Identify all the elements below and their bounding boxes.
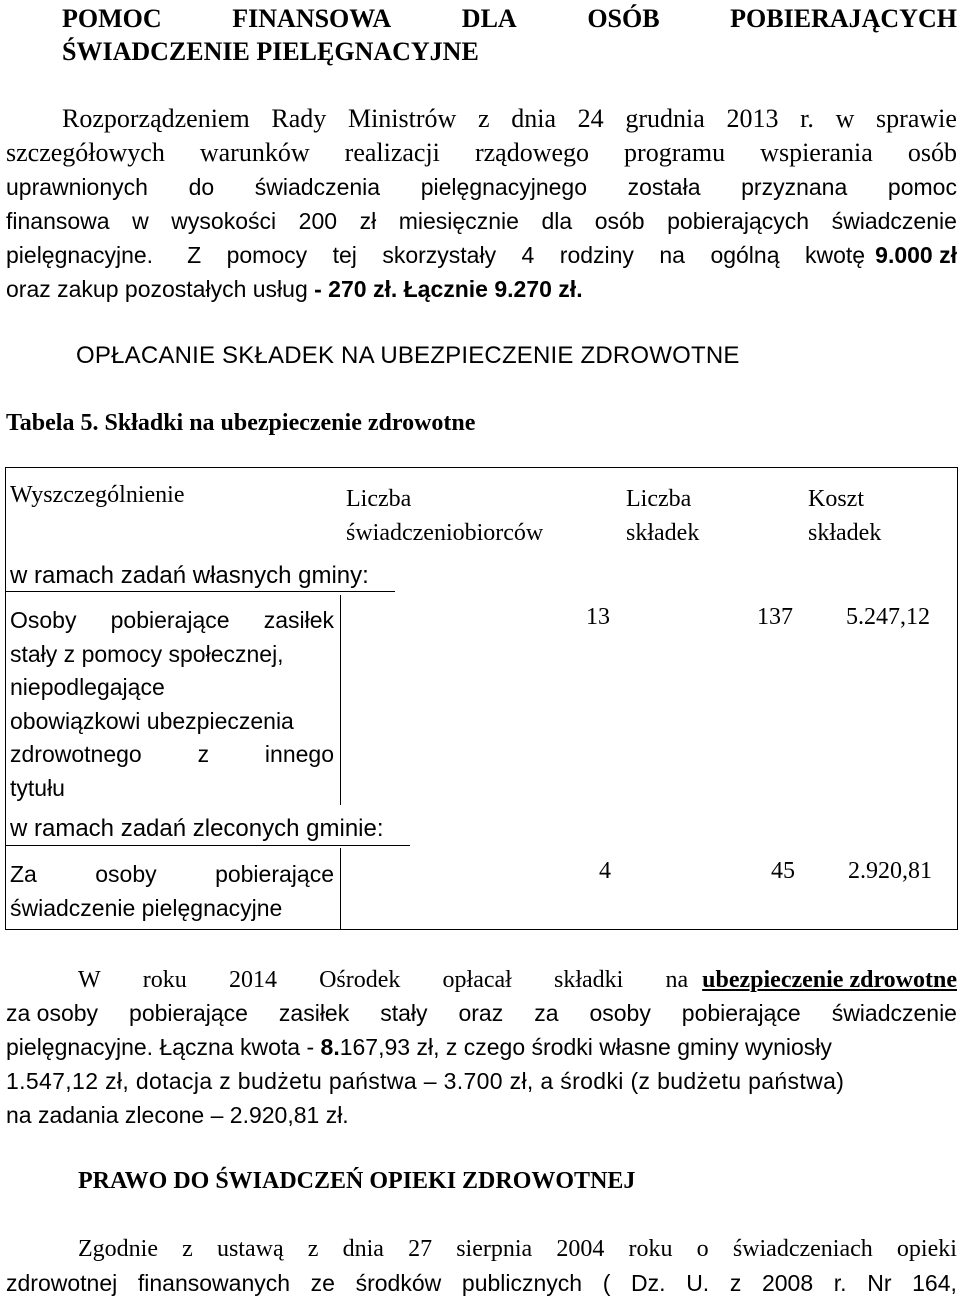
paragraph-text: 167,93 zł, z czego środki własne gminy wyniosły — [339, 1034, 832, 1060]
word: oraz — [458, 1000, 504, 1026]
word: FINANSOWA — [232, 4, 392, 33]
section-heading-financial-aid-line2: ŚWIADCZENIE PIELĘGNACYJNE — [62, 37, 479, 66]
word: składki — [553, 967, 624, 993]
word: zł — [359, 208, 377, 234]
word: pobierające — [110, 607, 230, 633]
word: w — [132, 208, 149, 234]
table-header-text: składek — [626, 520, 700, 546]
word: osób — [594, 208, 645, 234]
table-row-text: świadczenie pielęgnacyjne — [10, 894, 283, 921]
word: świadczenia — [254, 174, 381, 200]
paragraph-text — [187, 242, 865, 269]
paragraph-line — [6, 242, 957, 269]
paragraph-line: na zadania zlecone – 2.920,81 zł. — [6, 1102, 349, 1128]
paragraph-line — [62, 104, 957, 134]
table-row-text: obowiązkowi ubezpieczenia — [10, 707, 294, 734]
table-row-text — [10, 738, 334, 772]
word: pobierające — [215, 861, 334, 887]
word: świadczenie — [831, 1000, 957, 1026]
word: 164, — [912, 1270, 957, 1296]
paragraph-line — [6, 276, 583, 303]
word: sprawie — [876, 104, 957, 133]
word: za — [534, 1000, 559, 1026]
word: szczegółowych — [6, 138, 165, 167]
table-border-right — [957, 467, 958, 930]
table-header-cost — [808, 482, 881, 550]
table-header-text: Koszt — [808, 486, 864, 512]
word: świadczenie — [831, 208, 957, 234]
word: r. — [833, 1270, 847, 1296]
word: Rozporządzeniem — [62, 104, 250, 133]
table-header-text: Liczba — [626, 486, 692, 512]
table-row-description — [10, 604, 334, 805]
paragraph-text: oraz zakup pozostałych usług — [6, 276, 315, 302]
word: miesięcznie — [398, 208, 519, 234]
word: o — [696, 1236, 709, 1262]
word: Nr — [867, 1270, 892, 1296]
word: Ministrów — [347, 104, 457, 133]
table-cell-cost: 2.920,81 — [848, 858, 932, 884]
word: na — [665, 967, 689, 993]
word: przyznana — [741, 174, 848, 200]
table-group-underline — [5, 845, 410, 846]
word: Za — [10, 861, 37, 887]
word: do — [188, 174, 215, 200]
word: POMOC — [62, 4, 162, 33]
emphasis-text: ubezpieczenie zdrowotne — [702, 967, 957, 993]
word: wspierania — [760, 138, 873, 167]
paragraph-line — [6, 138, 957, 168]
word: pobierające — [681, 1000, 801, 1026]
word: roku — [142, 967, 187, 993]
word: rządowego — [474, 138, 590, 167]
section-heading-health-care: PRAWO DO ŚWIADCZEŃ OPIEKI ZDROWOTNEJ — [78, 1168, 636, 1194]
word: finansowa — [6, 208, 110, 234]
word: za osoby — [6, 1000, 99, 1026]
table-border-top — [5, 467, 958, 468]
word: stały — [380, 1000, 428, 1026]
word: Rady — [271, 104, 327, 133]
table-row-text — [10, 604, 334, 638]
word: z — [307, 1236, 319, 1262]
section-heading-financial-aid — [62, 4, 957, 34]
word: programu — [624, 138, 726, 167]
section-heading-health-insurance: OPŁACANIE SKŁADEK NA UBEZPIECZENIE ZDROWOTNE — [76, 342, 740, 369]
table-row-text: stały z pomocy społecznej, — [10, 640, 284, 667]
word: pobierające — [129, 1000, 248, 1026]
word: warunków — [199, 138, 310, 167]
table-row-text: tytułu — [10, 774, 65, 801]
table-row-description — [10, 858, 334, 925]
word: W — [78, 967, 101, 993]
paragraph-line — [6, 174, 957, 201]
table-col-divider — [340, 595, 341, 805]
word: Dz. — [631, 1270, 666, 1296]
table-cell-beneficiaries: 13 — [586, 604, 610, 630]
word: dnia — [342, 1236, 384, 1262]
table-group-label-own-tasks: w ramach zadań własnych gminy: — [10, 562, 369, 589]
table-cell-cost: 5.247,12 — [846, 604, 930, 630]
word: pomocy — [226, 242, 308, 268]
word: DLA — [461, 4, 517, 33]
table-header-text: składek — [808, 520, 882, 546]
word: z — [197, 741, 210, 767]
table-row-text: niepodlegające — [10, 674, 165, 700]
table-cell-contributions: 45 — [771, 858, 795, 884]
paragraph-text — [78, 967, 688, 994]
word: realizacji — [344, 138, 440, 167]
table-group-underline — [5, 591, 395, 592]
word: pielęgnacyjnego — [420, 174, 587, 200]
paragraph-line — [78, 1236, 957, 1263]
word: U. — [686, 1270, 710, 1296]
word: z — [182, 1236, 193, 1262]
word: pomoc — [887, 174, 957, 200]
word: dnia — [511, 104, 556, 133]
table-header-text: świadczeniobiorców — [346, 520, 544, 546]
word: OSÓB — [587, 4, 660, 33]
table-border-bottom — [5, 929, 958, 930]
paragraph-text: pielęgnacyjne. — [6, 242, 154, 268]
word: tej — [332, 242, 357, 268]
word: roku — [628, 1236, 673, 1262]
word: ( — [602, 1270, 611, 1296]
table-caption-number: Tabela 5. — [6, 410, 99, 436]
table-cell-beneficiaries: 4 — [599, 858, 611, 884]
word: zasiłek — [278, 1000, 350, 1026]
word: Ośrodek — [319, 967, 401, 993]
word: 2008 — [761, 1270, 814, 1296]
paragraph-line — [6, 208, 957, 235]
word: środków — [355, 1270, 442, 1296]
table-row-text — [10, 858, 334, 892]
table-col-divider — [340, 848, 341, 930]
word: 4 — [521, 242, 535, 268]
word: Osoby — [10, 607, 77, 633]
word: z — [729, 1270, 742, 1296]
word: 200 — [298, 208, 338, 234]
word: finansowanych — [137, 1270, 291, 1296]
word: 2004 — [556, 1236, 605, 1262]
word: r. — [800, 104, 814, 133]
word: POBIERAJĄCYCH — [730, 4, 957, 33]
word: Z — [187, 242, 202, 268]
word: 2014 — [228, 967, 277, 993]
word: sierpnia — [456, 1236, 533, 1262]
word: ogólną — [710, 242, 780, 268]
word: w — [835, 104, 855, 133]
table-header-beneficiaries — [346, 482, 543, 550]
word: ze — [310, 1270, 335, 1296]
paragraph-line — [78, 967, 957, 994]
word: osób — [907, 138, 957, 167]
word: dla — [541, 208, 573, 234]
word: skorzystały — [382, 242, 497, 268]
word: uprawnionych — [6, 174, 148, 200]
word: 24 — [577, 104, 604, 133]
word: 2013 — [726, 104, 779, 133]
word: na — [659, 242, 685, 268]
word: została — [627, 174, 701, 200]
amount-bold: - 270 zł. Łącznie 9.270 zł. — [314, 276, 583, 302]
table-group-label-commissioned-tasks: w ramach zadań zleconych gminie: — [10, 815, 384, 842]
word: zdrowotnej — [6, 1270, 118, 1296]
word: 27 — [408, 1236, 433, 1262]
word: świadczeniach — [732, 1236, 873, 1262]
table-cell-contributions: 137 — [757, 604, 793, 630]
table-header-contributions — [626, 482, 699, 550]
word: opieki — [896, 1236, 957, 1262]
amount-bold: 9.000 zł — [875, 242, 957, 268]
word: osoby — [589, 1000, 651, 1026]
word: osoby — [95, 861, 157, 887]
table-border-left — [5, 467, 6, 930]
table-caption — [6, 410, 475, 437]
word: kwotę — [804, 242, 866, 268]
word: pobierających — [667, 208, 810, 234]
word: zasiłek — [263, 607, 334, 633]
paragraph-line — [6, 1000, 957, 1027]
word: z — [477, 104, 490, 133]
word: Zgodnie — [78, 1236, 158, 1262]
paragraph-text: pielęgnacyjne. Łączna kwota - — [6, 1034, 321, 1060]
paragraph-line: 1.547,12 zł, dotacja z budżetu państwa – 3.700 zł, a środki (z budżetu państwa) — [6, 1068, 845, 1094]
word: publicznych — [461, 1270, 583, 1296]
paragraph-line — [6, 1270, 957, 1297]
paragraph-line — [6, 1034, 832, 1061]
amount-bold: 8. — [320, 1034, 340, 1060]
word: grudnia — [625, 104, 705, 133]
word: rodziny — [559, 242, 634, 268]
word: ustawą — [216, 1236, 284, 1262]
table-caption-title: Składki na ubezpieczenie zdrowotne — [98, 410, 476, 436]
word: opłacał — [442, 967, 512, 993]
table-header-description: Wyszczególnienie — [10, 482, 185, 508]
word: wysokości — [171, 208, 277, 234]
word: zdrowotnego — [10, 741, 142, 767]
word: innego — [264, 741, 334, 767]
table-header-text: Liczba — [346, 486, 412, 512]
